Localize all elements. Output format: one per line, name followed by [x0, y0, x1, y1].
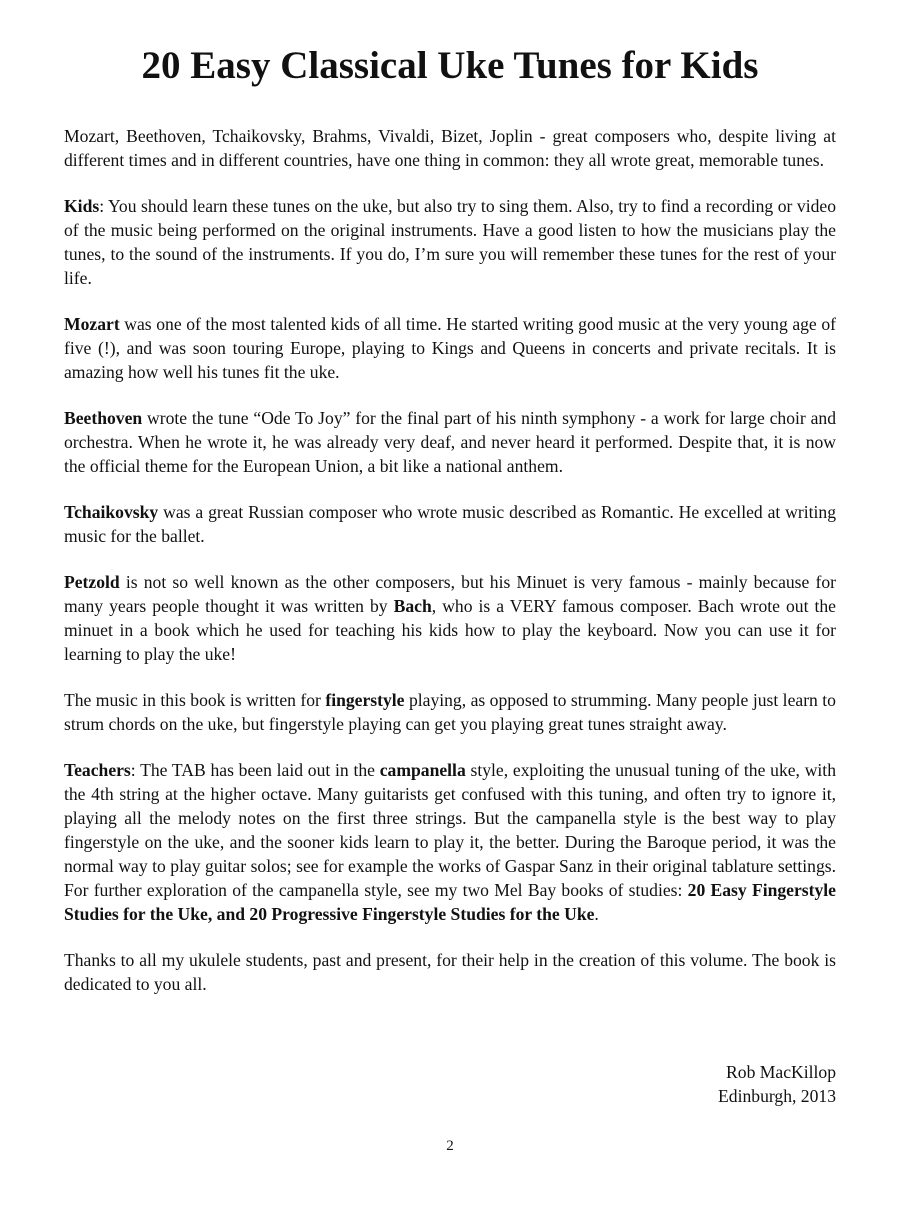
document-body	[64, 124, 836, 1018]
bach-bold: Bach	[393, 596, 432, 616]
paragraph-petzold	[64, 570, 836, 666]
teachers-lead: Teachers	[64, 760, 131, 780]
paragraph-beethoven	[64, 406, 836, 478]
paragraph-mozart	[64, 312, 836, 384]
kids-text: : You should learn these tunes on the uke, but also try to sing them. Also, try to find a recording or video of the music being performed on the original instruments. Have a good listen to how the musicians play the tunes, to the sound of the instruments. If you do, I’m sure you will remember these tunes for the rest of your life.	[64, 196, 836, 288]
paragraph-fingerstyle	[64, 688, 836, 736]
paragraph-teachers	[64, 758, 836, 926]
teachers-text-a: : The TAB has been laid out in the	[130, 760, 380, 780]
signature-block	[718, 1060, 836, 1108]
paragraph-thanks: Thanks to all my ukulele students, past and present, for their help in the creation of this volume. The book is dedicated to you all.	[64, 950, 836, 994]
paragraph-kids	[64, 194, 836, 290]
beethoven-text: wrote the tune “Ode To Joy” for the final part of his ninth symphony - a work for large choir and orchestra. When he wrote it, he was already very deaf, and never heard it performed. Despite that, it is now the official theme for the European Union, a bit like a national anthem.	[64, 408, 836, 476]
books-bold: 20 Easy Fingerstyle Studies for the Uke, and 20 Progressive Fingerstyle Studies for the Uke	[64, 880, 836, 924]
page-title: 20 Easy Classical Uke Tunes for Kids	[141, 44, 759, 87]
campanella-bold: campanella	[379, 760, 466, 780]
petzold-text-a: is not so well known as the other composers, but his Minuet is very famous - mainly because for many years people thought it was written by	[64, 572, 836, 616]
petzold-text-b: , who is a VERY famous composer. Bach wrote out the minuet in a book which he used for teaching his kids how to play the keyboard. Now you can use it for learning to play the uke!	[64, 596, 836, 664]
beethoven-lead: Beethoven	[64, 408, 143, 428]
teachers-text-b: style, exploiting the unusual tuning of the uke, with the 4th string at the higher octave. Many guitarists get confused with this tuning, and often try to ignore it, playing all the melody notes on the first three strings. But the campanella style is the best way to play fingerstyle on the uke, and the sooner kids learn to play it, the better. During the Baroque period, it was the normal way to play guitar solos; see for example the works of Gaspar Sanz in their original tablature settings. For further exploration of the campanella style, see my two Mel Bay books of studies:	[64, 760, 836, 900]
mozart-text: was one of the most talented kids of all time. He started writing good music at the very young age of five (!), and was soon touring Europe, playing to Kings and Queens in concerts and private recitals. It is amazing how well his tunes fit the uke.	[64, 314, 836, 382]
mozart-lead: Mozart	[64, 314, 120, 334]
kids-lead: Kids	[64, 196, 100, 216]
teachers-text-c: .	[594, 904, 599, 924]
fingerstyle-bold: fingerstyle	[325, 690, 405, 710]
petzold-lead: Petzold	[64, 572, 120, 592]
signature-name: Rob MacKillop	[726, 1062, 836, 1082]
page-number: 2	[446, 1138, 454, 1154]
fingerstyle-text-a: The music in this book is written for	[64, 690, 326, 710]
paragraph-intro: Mozart, Beethoven, Tchaikovsky, Brahms, Vivaldi, Bizet, Joplin - great composers who, despite living at different times and in different countries, have one thing in common: they all wrote great, memorable tunes.	[64, 126, 836, 170]
fingerstyle-text-b: playing, as opposed to strumming. Many people just learn to strum chords on the uke, but fingerstyle playing can get you playing great tunes straight away.	[64, 690, 836, 734]
signature-place-date: Edinburgh, 2013	[718, 1086, 836, 1106]
tchaikovsky-text: was a great Russian composer who wrote music described as Romantic. He excelled at writing music for the ballet.	[64, 502, 836, 546]
tchaikovsky-lead: Tchaikovsky	[64, 502, 159, 522]
paragraph-tchaikovsky	[64, 500, 836, 548]
